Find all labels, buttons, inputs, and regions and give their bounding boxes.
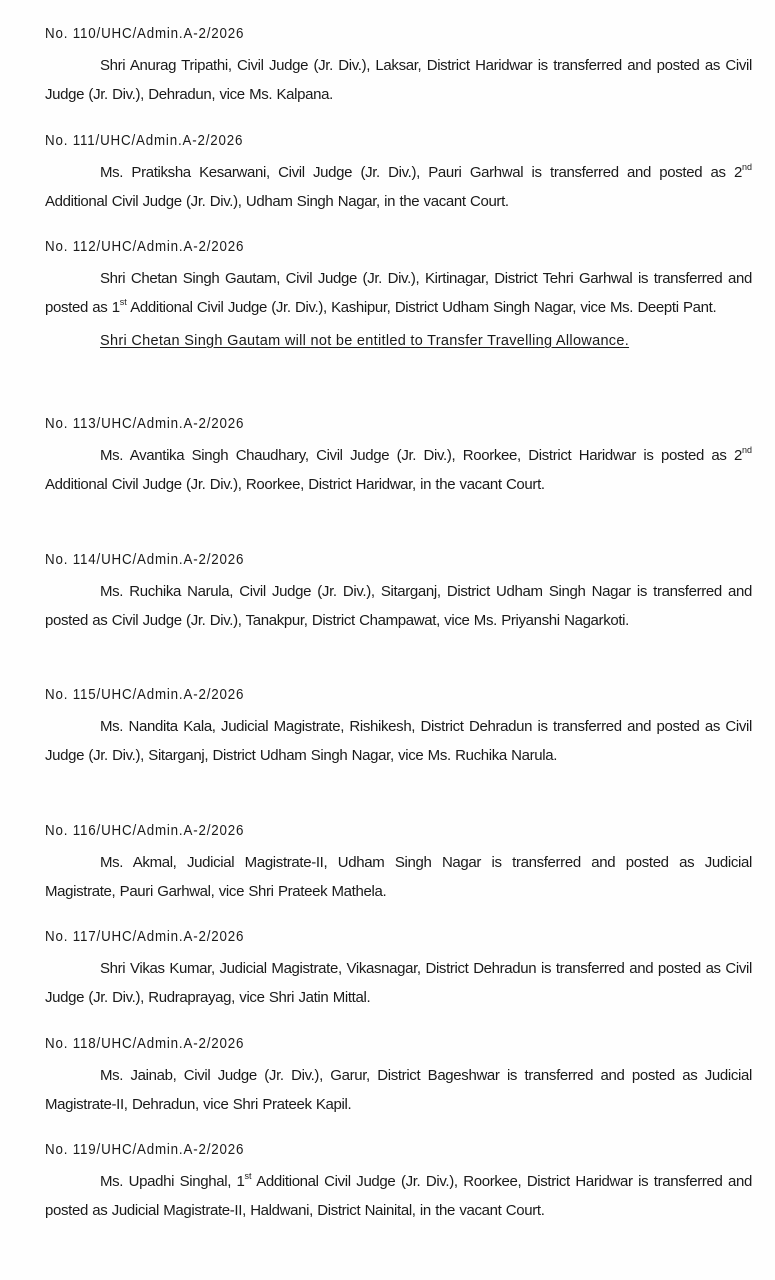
order-number: No. 115/UHC/Admin.A-2/2026	[45, 687, 245, 703]
order-112	[45, 238, 752, 350]
order-body	[45, 264, 752, 322]
ordinal-suffix: st	[119, 297, 127, 307]
order-text: Shri Chetan Singh Gautam, Civil Judge (Jr. Div.), Kirtinagar, District Tehri Garhwal is transferred and posted as 1	[45, 270, 752, 316]
order-119	[45, 1141, 752, 1225]
order-body	[45, 1167, 752, 1225]
order-body	[45, 848, 752, 906]
order-116	[45, 822, 752, 906]
order-text: Ms. Ruchika Narula, Civil Judge (Jr. Div.), Sitarganj, District Udham Singh Nagar is transferred and posted as Civil Judge (Jr. Div.), Tanakpur, District Champawat, vice Ms. Priyanshi Nagarkoti.	[45, 583, 752, 629]
note-text: Shri Chetan Singh Gautam will not be entitled to Transfer Travelling Allowance.	[100, 333, 630, 349]
order-body	[45, 954, 752, 1012]
order-text: Additional Civil Judge (Jr. Div.), Kashipur, District Udham Singh Nagar, vice Ms. Deepti Pant.	[126, 299, 717, 316]
order-body	[45, 158, 752, 216]
order-text: Ms. Upadhi Singhal, 1	[100, 1173, 245, 1190]
ordinal-suffix: st	[244, 1171, 252, 1181]
order-115	[45, 686, 752, 770]
order-number: No. 119/UHC/Admin.A-2/2026	[45, 1142, 245, 1158]
order-body	[45, 51, 752, 109]
order-text: Ms. Akmal, Judicial Magistrate-II, Udham Singh Nagar is transferred and posted as Judicial Magistrate, Pauri Garhwal, vice Shri Prateek Mathela.	[45, 854, 752, 900]
order-114	[45, 551, 752, 635]
order-118	[45, 1035, 752, 1119]
order-number: No. 110/UHC/Admin.A-2/2026	[45, 26, 245, 42]
order-number: No. 113/UHC/Admin.A-2/2026	[45, 416, 245, 432]
order-body	[45, 441, 752, 499]
order-text: Additional Civil Judge (Jr. Div.), Udham Singh Nagar, in the vacant Court.	[45, 193, 509, 210]
order-text: Additional Civil Judge (Jr. Div.), Roorkee, District Haridwar, in the vacant Court.	[45, 476, 545, 493]
order-text: Shri Vikas Kumar, Judicial Magistrate, Vikasnagar, District Dehradun is transferred and posted as Civil Judge (Jr. Div.), Rudraprayag, vice Shri Jatin Mittal.	[45, 960, 752, 1006]
order-111	[45, 132, 752, 216]
order-number: No. 114/UHC/Admin.A-2/2026	[45, 552, 245, 568]
order-number: No. 117/UHC/Admin.A-2/2026	[45, 929, 245, 945]
order-body	[45, 577, 752, 635]
order-text: Ms. Nandita Kala, Judicial Magistrate, Rishikesh, District Dehradun is transferred and posted as Civil Judge (Jr. Div.), Sitarganj, District Udham Singh Nagar, vice Ms. Ruchika Narula.	[45, 718, 752, 764]
order-117	[45, 928, 752, 1012]
order-number: No. 116/UHC/Admin.A-2/2026	[45, 823, 245, 839]
order-number: No. 118/UHC/Admin.A-2/2026	[45, 1036, 245, 1052]
order-110	[45, 25, 752, 109]
order-113	[45, 415, 752, 499]
allowance-note	[45, 332, 752, 350]
order-number: No. 112/UHC/Admin.A-2/2026	[45, 239, 245, 255]
order-text: Additional Civil Judge (Jr. Div.), Roorkee, District Haridwar is transferred and posted as Judicial Magistrate-II, Haldwani, District Nainital, in the vacant Court.	[45, 1173, 752, 1219]
order-text: Ms. Avantika Singh Chaudhary, Civil Judge (Jr. Div.), Roorkee, District Haridwar is posted as 2	[100, 447, 742, 464]
order-body	[45, 1061, 752, 1119]
order-text: Shri Anurag Tripathi, Civil Judge (Jr. Div.), Laksar, District Haridwar is transferred and posted as Civil Judge (Jr. Div.), Dehradun, vice Ms. Kalpana.	[45, 57, 752, 103]
order-body	[45, 712, 752, 770]
ordinal-suffix: nd	[741, 445, 752, 455]
order-number: No. 111/UHC/Admin.A-2/2026	[45, 133, 244, 149]
order-text: Ms. Jainab, Civil Judge (Jr. Div.), Garur, District Bageshwar is transferred and posted as Judicial Magistrate-II, Dehradun, vice Shri Prateek Kapil.	[45, 1067, 752, 1113]
order-text: Ms. Pratiksha Kesarwani, Civil Judge (Jr. Div.), Pauri Garhwal is transferred and posted as 2	[100, 164, 742, 181]
ordinal-suffix: nd	[741, 162, 752, 172]
